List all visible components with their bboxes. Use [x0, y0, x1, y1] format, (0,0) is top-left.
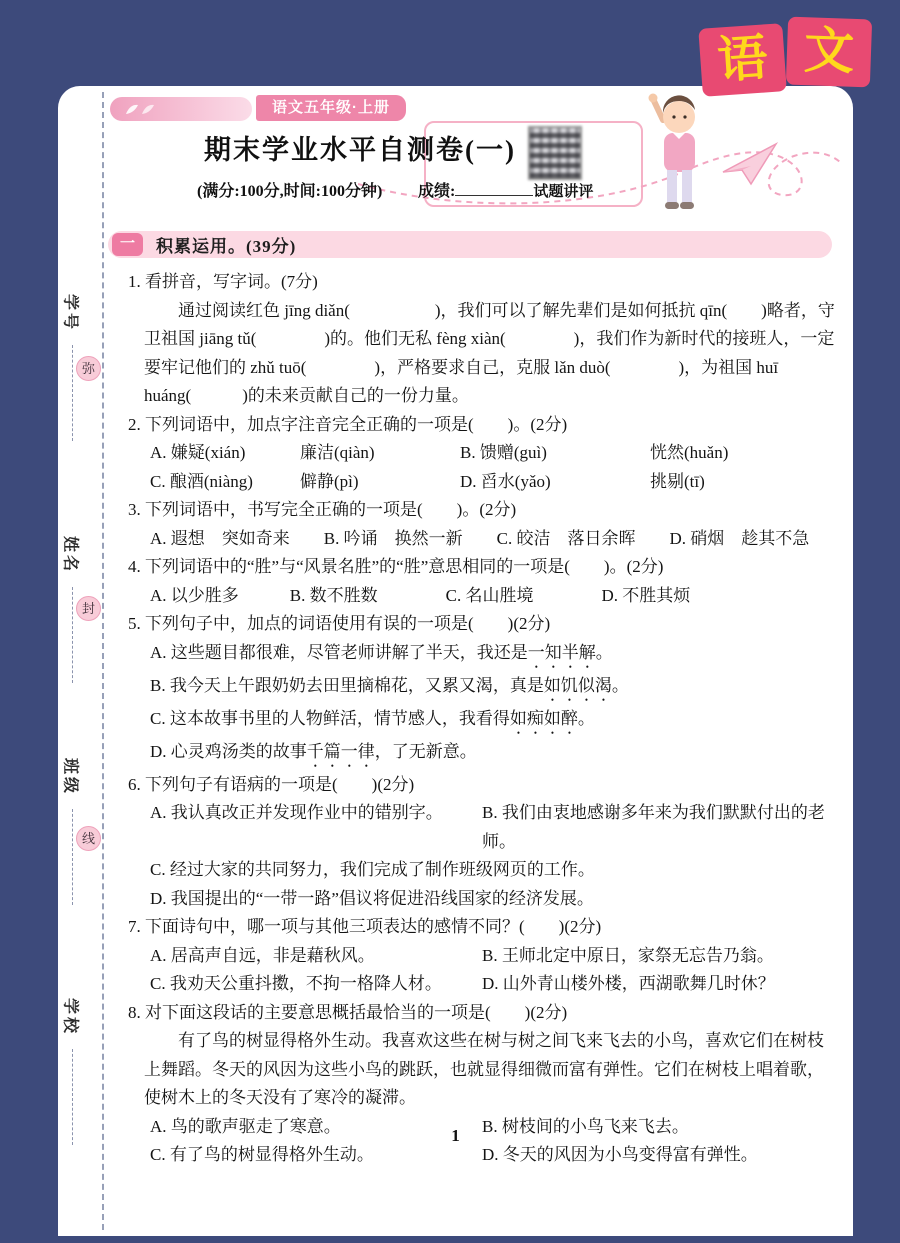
fill-in-line [72, 345, 73, 441]
qr-code [528, 126, 582, 180]
question-5 [128, 610, 840, 771]
option: 恍然(huǎn) [650, 443, 729, 462]
option-row [128, 970, 840, 999]
question-stem: 1. 看拼音，写字词。(7分) [128, 272, 318, 291]
option: C. 有了鸟的树显得格外生动。 [150, 1145, 374, 1164]
seal-char-badge: 弥 [76, 356, 101, 381]
question-passage: 有了鸟的树显得格外生动。我喜欢这些在树与树之间飞来飞去的小鸟，喜欢它们在树枝上舞蹈。冬天的风因为这些小鸟的跳跃，也就显得细微而富有弹性。它们在树枝上唱着歌，使树木上的冬天没有了寒冷的凝滞。 [144, 1031, 824, 1107]
dotted-word: 如饥似渴 [543, 675, 612, 695]
option: A. 鸟的歌声驱走了寒意。 [150, 1116, 341, 1136]
option: C. 这本故事书里的人物鲜活，情节感人，我看得如痴如醉。 [150, 708, 595, 728]
option: D. 山外青山楼外楼，西湖歌舞几时休？ [482, 974, 775, 993]
question-area [108, 268, 840, 1170]
dotted-word: 如痴如醉 [509, 708, 578, 728]
page-number: 1 [451, 1126, 460, 1145]
subject-char: 文 [786, 17, 872, 88]
paper-title: 期末学业水平自测卷(一) [204, 135, 516, 165]
option: A. 我认真改正并发现作业中的错别字。 [150, 803, 443, 822]
exam-page [58, 86, 853, 1236]
question-1 [128, 268, 840, 411]
question-3 [128, 496, 840, 553]
question-stem: 4. 下列词语中的“胜”与“风景名胜”的“胜”意思相同的一项是( )。(2分) [128, 557, 664, 576]
option-row [128, 439, 840, 468]
question-2 [128, 411, 840, 497]
series-label: 语文五年级·上册 [256, 95, 406, 121]
option: D. 心灵鸡汤类的故事千篇一律，了无新意。 [150, 741, 477, 761]
option: B. 馈赠(guì) [460, 443, 547, 462]
score-blank-line [455, 182, 533, 196]
field-school [58, 998, 86, 1145]
option-row [128, 468, 840, 497]
option: A. 嫌疑(xián) [150, 443, 246, 462]
option: A. 这些题目都很难，尽管老师讲解了半天，我还是一知半解。 [150, 642, 613, 662]
section-banner [108, 231, 832, 258]
dotted-word: 一知半解 [527, 642, 596, 662]
score-label: 成绩: [418, 183, 456, 200]
field-label: 姓名 [61, 536, 79, 575]
header-ribbon [110, 97, 252, 121]
seal-char-badge: 封 [76, 596, 101, 621]
question-stem: 6. 下列句子有语病的一项是( )(2分) [128, 774, 415, 794]
option: B. 我今天上午跟奶奶去田里摘棉花，又累又渴，真是如饥似渴。 [150, 675, 629, 695]
option: B. 王师北定中原日，家祭无忘告乃翁。 [482, 945, 774, 965]
subject-char: 语 [698, 23, 787, 97]
paper-airplane-icon [721, 142, 779, 186]
fill-in-line [72, 809, 73, 905]
option: 廉洁(qiàn) [300, 443, 375, 462]
option: C. 经过大家的共同努力，我们完成了制作班级网页的工作。 [150, 860, 595, 879]
field-label: 学号 [61, 294, 79, 333]
option: D. 我国提出的“一带一路”倡议将促进沿线国家的经济发展。 [150, 888, 594, 908]
seal-char-badge: 线 [76, 826, 101, 851]
question-stem: 2. 下列词语中，加点字注音完全正确的一项是( )。(2分) [128, 414, 568, 434]
fill-in-line [72, 587, 73, 683]
seal-dashed-line [102, 92, 104, 1230]
option: B. 树枝间的小鸟飞来飞去。 [482, 1116, 689, 1136]
question-stem: 5. 下列句子中，加点的词语使用有误的一项是( )(2分) [128, 614, 551, 633]
question-7 [128, 913, 840, 999]
field-label: 班级 [61, 758, 79, 797]
field-label: 学校 [61, 998, 79, 1037]
question-stem: 8. 对下面这段话的主要意思概括最恰当的一项是( )(2分) [128, 1002, 568, 1022]
review-label: 试题讲评 [533, 184, 594, 200]
question-4 [128, 553, 840, 610]
question-passage: 通过阅读红色 jīng diǎn( )，我们可以了解先辈们是如何抵抗 qīn( )略者，守卫祖国 jiāng tǔ( )的。他们无私 fèng xiàn( )，我们作为新时代的接班人，一定要牢记他们的 zhǔ tuō( )，严格要求自己，克服 lǎn duò( )，为祖国 huī huáng( )的未来贡献自己的一份力量。 [144, 300, 835, 405]
question-stem: 7. 下面诗句中，哪一项与其他三项表达的感情不同？( )(2分) [128, 917, 602, 936]
option: D. 冬天的风因为小鸟变得富有弹性。 [482, 1145, 758, 1164]
dotted-word: 千篇一律 [306, 741, 375, 761]
option: B. 我们由衷地感谢多年来为我们默默付出的老师。 [482, 803, 825, 851]
subject-logo [700, 18, 871, 89]
option: D. 舀水(yǎo) [460, 471, 551, 491]
leaf-icon [120, 101, 164, 117]
section-number-badge: 一 [112, 233, 143, 256]
option: C. 酿酒(niàng) [150, 471, 253, 491]
option: C. 我劝天公重抖擞，不拘一格降人材。 [150, 974, 442, 993]
option: A. 居高声自远，非是藉秋风。 [150, 945, 375, 965]
option: 挑剔(tī) [650, 471, 705, 491]
option-row: A. 遐想 突如奇来 B. 吟诵 换然一新 C. 皎洁 落日余晖 D. 硝烟 趁其不急 [150, 528, 810, 548]
score-row [418, 178, 593, 201]
option: 僻静(pì) [300, 471, 359, 491]
student-illustration [633, 90, 723, 220]
option-row [128, 799, 840, 856]
question-6 [128, 771, 840, 914]
question-stem: 3. 下列词语中，书写完全正确的一项是( )。(2分) [128, 500, 517, 519]
section-title: 积累运用。(39分) [156, 237, 297, 256]
option-row [128, 942, 840, 971]
option-row: A. 以少胜多 B. 数不胜数 C. 名山胜境 D. 不胜其烦 [150, 585, 691, 605]
paper-meta: (满分:100分,时间:100分钟) [197, 183, 383, 200]
